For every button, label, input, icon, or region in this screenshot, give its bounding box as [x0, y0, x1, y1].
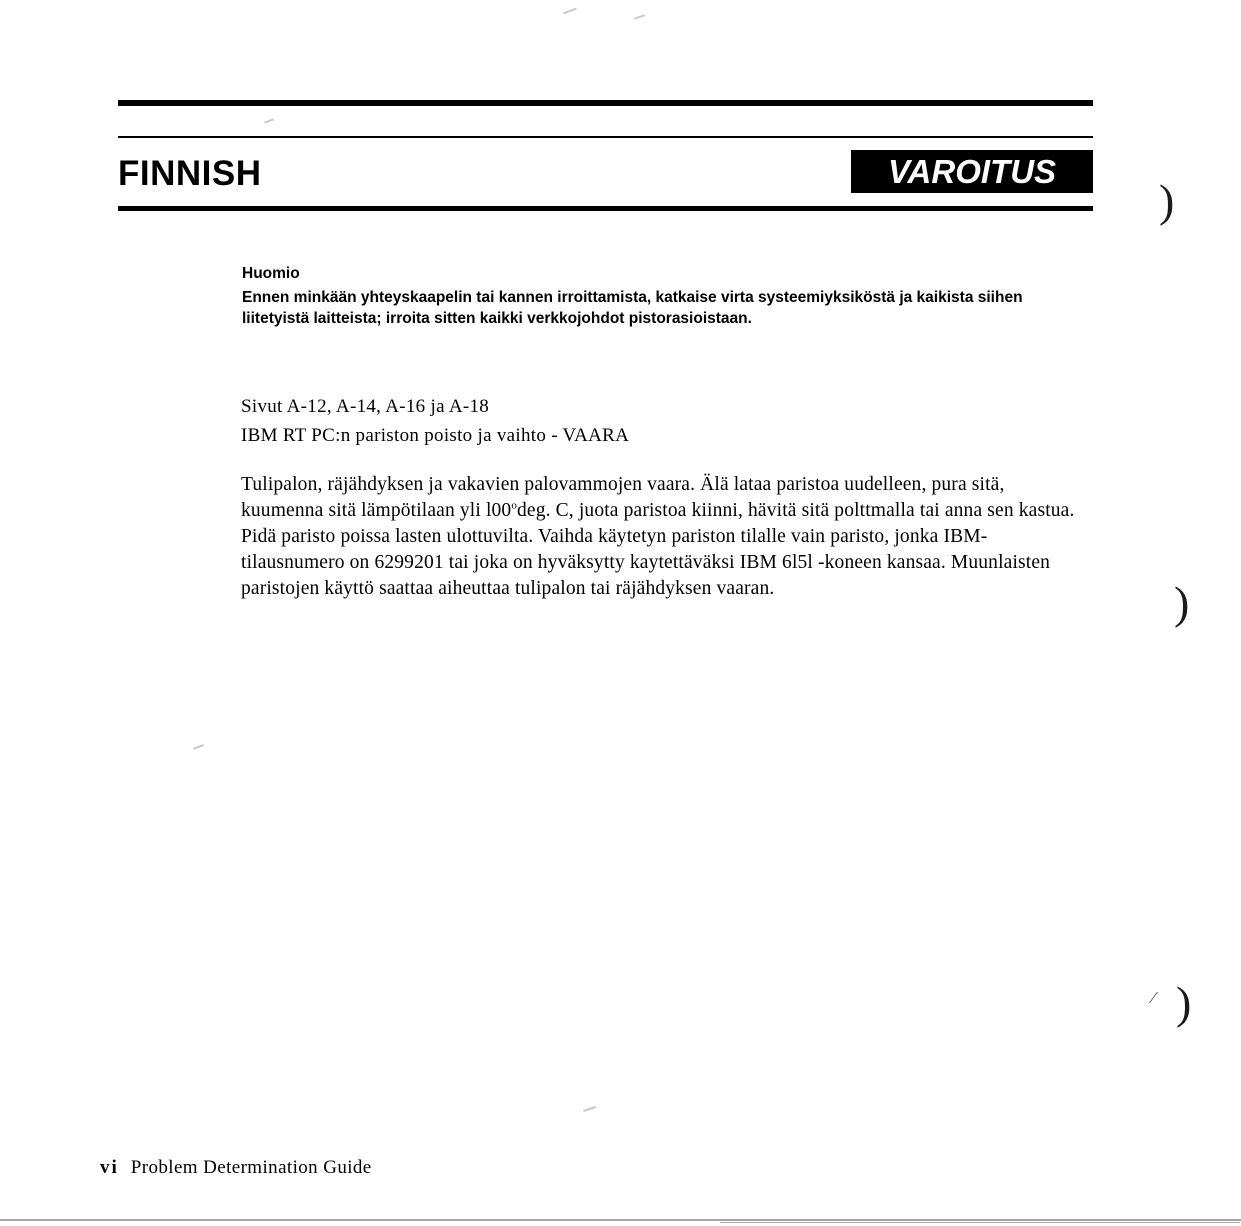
paragraph-part-2: deg. C, juota paristoa kiinni, hävitä sitä polttmalla tai anna sen kastua. Pidä paristo poissa lasten ulottuvilta. Vaihda käytetyn pariston tilalle vain paristo, jonka IBM-tilausnumero on 6299201 tai joka on hyväksytty kaytettäväksi IBM 6l5l -koneen kansaa. Muunlaisten paristojen käyttö saattaa aiheuttaa tulipalon tai räjähdyksen vaaran.	[241, 500, 1075, 599]
footer-title: Problem Determination Guide	[130, 1157, 372, 1178]
page-number: vi	[100, 1157, 119, 1178]
header-rule-top	[118, 100, 1093, 106]
scan-speckle	[563, 8, 577, 15]
page-edge-line	[0, 1219, 1241, 1221]
paragraph-part-1: Tulipalon, räjähdyksen ja vakavien palovammojen vaara. Älä lataa paristoa uudelleen, pura sitä, kuumenna sitä lämpötilaan yli l00	[241, 474, 1005, 521]
status-badge: VAROITUS	[851, 150, 1093, 193]
header-rule-bottom	[118, 206, 1093, 211]
notice-block	[242, 264, 1082, 329]
warning-paragraph	[241, 472, 1086, 602]
page-title: FINNISH	[118, 154, 262, 193]
reference-pages: Sivut A-12, A-14, A-16 ja A-18	[241, 396, 490, 417]
margin-mark-middle: )	[1174, 577, 1190, 628]
reference-block	[241, 392, 1081, 450]
page-footer	[100, 1157, 372, 1179]
scan-speckle	[193, 744, 204, 750]
header-rule-middle	[118, 136, 1093, 138]
notice-heading: Huomio	[242, 265, 300, 282]
degree-mark: o	[511, 499, 517, 512]
scan-speckle	[634, 14, 645, 19]
page-edge-line-secondary	[720, 1222, 1240, 1223]
margin-mark-bottom: )	[1176, 977, 1192, 1028]
scan-speckle	[264, 118, 274, 123]
scan-speckle	[583, 1106, 596, 1112]
margin-tick-icon: ⁄	[1152, 988, 1155, 1007]
margin-mark-top: )	[1159, 175, 1175, 226]
notice-body: Ennen minkään yhteyskaapelin tai kannen irroittamista, katkaise virta systeemiyksiköstä ja kaikista siihen liitetyistä laitteista; irroita sitten kaikki verkkojohdot pistorasioistaan.	[242, 289, 1023, 327]
reference-title: IBM RT PC:n pariston poisto ja vaihto - VAARA	[241, 425, 630, 446]
